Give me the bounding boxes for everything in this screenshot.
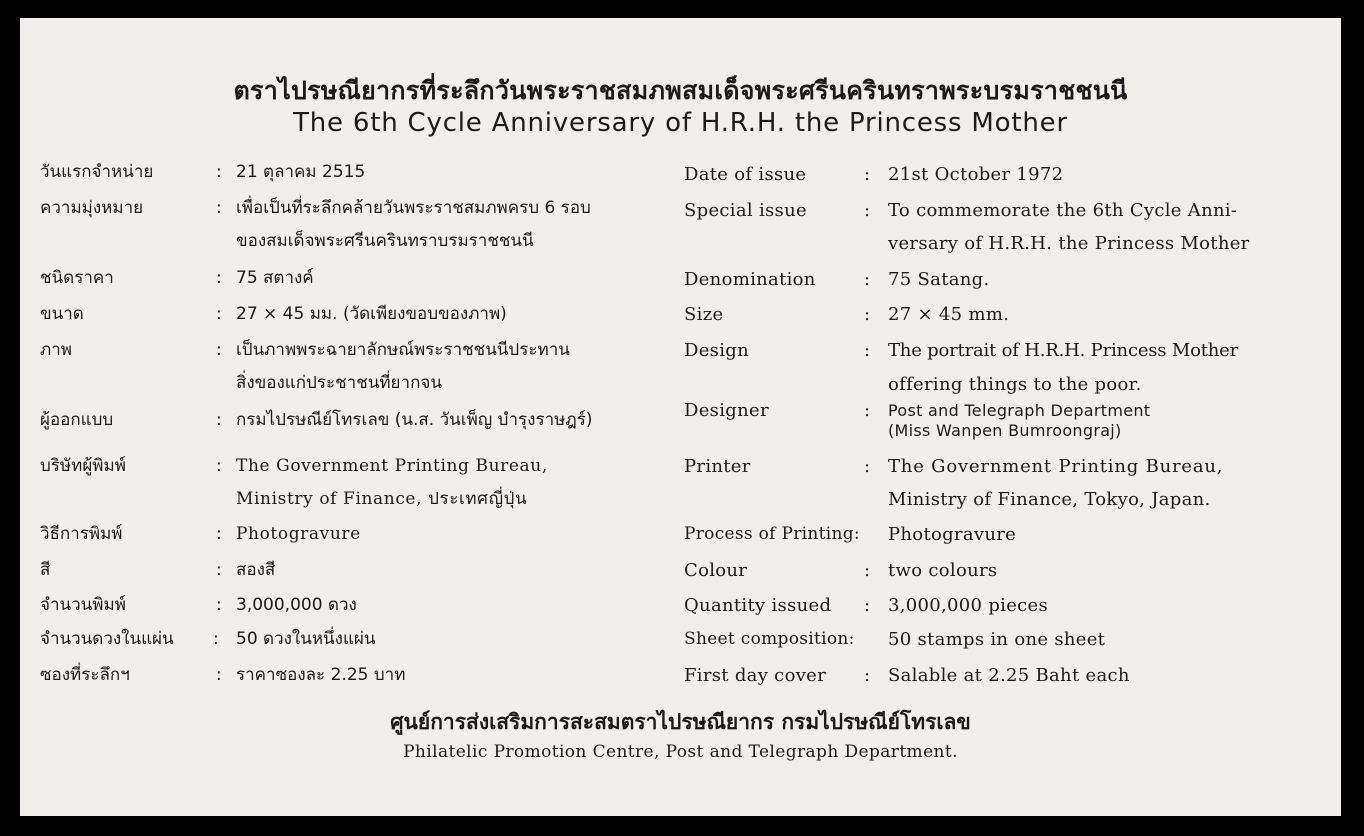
english-label: Printer xyxy=(684,456,751,477)
english-value: The portrait of H.R.H. Princess Mother xyxy=(888,340,1239,361)
colon: : xyxy=(216,162,222,182)
english-label: Quantity issued xyxy=(684,595,832,616)
title-thai: ตราไปรษณียากรที่ระลึกวันพระราชสมภพสมเด็จพระศรีนครินทราพระบรมราชชนนี xyxy=(233,76,1128,105)
title-english: The 6th Cycle Anniversary of H.R.H. the Princess Mother xyxy=(293,108,1068,138)
english-value-line2: Ministry of Finance, Tokyo, Japan. xyxy=(888,489,1211,510)
thai-value: 3,000,000 ดวง xyxy=(236,595,357,615)
footer-english: Philatelic Promotion Centre, Post and Telegraph Department. xyxy=(403,742,958,762)
thai-value: Photogravure xyxy=(236,524,361,544)
thai-label: บริษัทผู้พิมพ์ xyxy=(40,456,126,476)
colon: : xyxy=(216,340,222,360)
thai-value: 75 สตางค์ xyxy=(236,268,314,288)
english-label: First day cover xyxy=(684,665,827,686)
thai-label: ชนิดราคา xyxy=(40,268,114,288)
footer-thai: ศูนย์การส่งเสริมการสะสมตราไปรษณียากร กรมไปรษณีย์โทรเลข xyxy=(390,709,971,734)
colon: : xyxy=(216,560,222,580)
colon: : xyxy=(864,304,871,325)
thai-value: สองสี xyxy=(236,560,276,580)
thai-label: ซองที่ระลึกฯ xyxy=(40,665,130,685)
colon: : xyxy=(216,410,222,430)
thai-value: 27 × 45 มม. (วัดเพียงขอบของภาพ) xyxy=(236,304,507,324)
colon: : xyxy=(216,268,222,288)
colon: : xyxy=(216,524,222,544)
colon: : xyxy=(864,456,871,477)
thai-label: ความมุ่งหมาย xyxy=(40,198,144,218)
thai-value: The Government Printing Bureau, xyxy=(236,456,548,476)
thai-value: เพื่อเป็นที่ระลึกคล้ายวันพระราชสมภพครบ 6 รอบ xyxy=(236,198,591,218)
thai-value: เป็นภาพพระฉายาลักษณ์พระราชชนนีประทาน xyxy=(236,340,570,360)
english-value: The Government Printing Bureau, xyxy=(888,456,1224,477)
thai-value: 21 ตุลาคม 2515 xyxy=(236,162,366,182)
english-value: Salable at 2.25 Baht each xyxy=(888,665,1130,686)
colon: : xyxy=(864,269,871,290)
english-label: Designer xyxy=(684,400,769,421)
english-label: Design xyxy=(684,340,749,361)
thai-value-line2: ของสมเด็จพระศรีนครินทราบรมราชชนนี xyxy=(236,231,534,251)
english-value: To commemorate the 6th Cycle Anni- xyxy=(888,200,1238,221)
colon: : xyxy=(216,456,222,476)
thai-label: จำนวนดวงในแผ่น xyxy=(40,629,174,649)
colon: : xyxy=(216,665,222,685)
english-value: 27 × 45 mm. xyxy=(888,304,1010,325)
colon: : xyxy=(864,340,871,361)
colon: : xyxy=(864,164,871,185)
english-value-line2: (Miss Wanpen Bumroongraj) xyxy=(888,421,1122,440)
colon: : xyxy=(216,595,222,615)
english-value: 50 stamps in one sheet xyxy=(888,629,1106,650)
english-label: Process of Printing: xyxy=(684,524,860,544)
english-value: Photogravure xyxy=(888,524,1017,545)
thai-label: ขนาด xyxy=(40,304,84,324)
english-label: Size xyxy=(684,304,724,325)
info-card xyxy=(20,18,1341,816)
thai-label: สี xyxy=(40,560,51,580)
thai-label: วิธีการพิมพ์ xyxy=(40,524,123,544)
english-value: two colours xyxy=(888,560,998,581)
thai-label: จำนวนพิมพ์ xyxy=(40,595,126,615)
thai-value: 50 ดวงในหนึ่งแผ่น xyxy=(236,629,376,649)
thai-value-line2: Ministry of Finance, ประเทศญี่ปุ่น xyxy=(236,489,528,509)
colon: : xyxy=(213,629,219,649)
thai-value: ราคาซองละ 2.25 บาท xyxy=(236,665,406,685)
english-label: Colour xyxy=(684,560,748,581)
english-label: Sheet composition: xyxy=(684,629,855,649)
thai-label: ภาพ xyxy=(40,340,72,360)
thai-value-line2: สิ่งของแก่ประชาชนที่ยากจน xyxy=(236,373,442,393)
thai-value: กรมไปรษณีย์โทรเลข (น.ส. วันเพ็ญ บำรุงราษฎร์) xyxy=(236,410,593,430)
english-value-line2: versary of H.R.H. the Princess Mother xyxy=(888,233,1250,254)
english-label: Special issue xyxy=(684,200,807,221)
english-value: 21st October 1972 xyxy=(888,164,1064,185)
thai-label: ผู้ออกแบบ xyxy=(40,410,114,430)
colon: : xyxy=(216,198,222,218)
colon: : xyxy=(864,400,871,421)
english-value: 75 Satang. xyxy=(888,269,990,290)
english-value-line2: offering things to the poor. xyxy=(888,374,1142,395)
colon: : xyxy=(864,665,871,686)
english-label: Denomination xyxy=(684,269,816,290)
english-value: 3,000,000 pieces xyxy=(888,595,1049,616)
thai-label: วันแรกจำหน่าย xyxy=(40,162,154,182)
colon: : xyxy=(864,560,871,581)
english-value: Post and Telegraph Department xyxy=(888,401,1151,420)
english-label: Date of issue xyxy=(684,164,807,185)
colon: : xyxy=(864,595,871,616)
colon: : xyxy=(216,304,222,324)
colon: : xyxy=(864,200,871,221)
